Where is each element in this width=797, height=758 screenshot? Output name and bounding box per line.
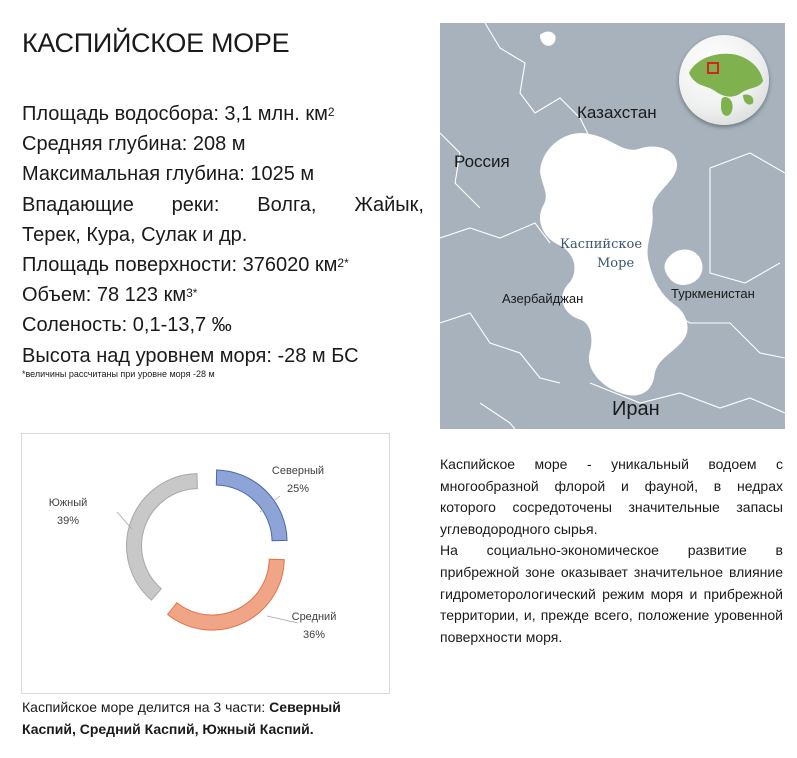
leader-line-3 xyxy=(117,512,132,529)
description-paragraph-1: Каспийское море - уникальный водоем с многообразной флорой и фауной, в недрах которого сосредоточены значительные запасы углеводородного сырья. xyxy=(440,456,783,537)
fact-rivers-line2: Терек, Кура, Сулак и др. xyxy=(22,223,248,246)
donut-slice-3 xyxy=(127,474,198,600)
slice-category-label-3: Южный xyxy=(48,497,88,509)
fact-volume: Объем: 78 123 $км^{3*}$ xyxy=(22,284,198,307)
slice-category-label-2: Средний xyxy=(291,611,337,623)
donut-slice-2 xyxy=(168,559,285,630)
slice-value-label-3: 39% xyxy=(56,515,80,527)
fact-max-depth: Максимальная глубина: 1025 м xyxy=(22,163,315,186)
fact-surface: Площадь поверхности: 376020 $км^{2*}$ xyxy=(22,254,349,277)
map-label-iran: Иран xyxy=(612,398,660,420)
globe-icon xyxy=(679,35,769,125)
footnote: *величины рассчитаны при уровне моря -28 м xyxy=(22,369,215,379)
fact-avg-depth: Средняя глубина: 208 м xyxy=(22,133,246,156)
page-title: КАСПИЙСКОЕ МОРЕ xyxy=(22,28,290,58)
map-label-caspian-line1: Каспийское xyxy=(560,237,643,252)
description xyxy=(440,454,783,648)
sea-parts-chart xyxy=(21,433,390,694)
caspian-map xyxy=(440,23,785,429)
slice-value-label-2: 36% xyxy=(302,629,326,641)
fact-altitude: Высота над уровнем моря: -28 м БС xyxy=(22,344,359,367)
chart-caption: Каспийское море делится на 3 части: Северный Каспий, Средний Каспий, Южный Каспий. xyxy=(22,699,341,737)
fact-catchment: Площадь водосбора: 3,1 млн. $км^2$ xyxy=(22,103,335,125)
map-label-russia: Россия xyxy=(454,152,510,171)
description-paragraph-2: На социально-экономическое развитие в прибрежной зоне оказывает значительное влияние гидрометорологический режим моря и прибрежной территории, и, прежде всего, положение уровенной поверхности моря. xyxy=(440,542,783,645)
slice-category-label-1: Северный xyxy=(271,465,325,477)
map-label-kazakhstan: Казахстан xyxy=(577,103,657,122)
map-label-azerbaijan: Азербайджан xyxy=(502,291,584,306)
map-label-turkmenistan: Туркменистан xyxy=(671,286,755,301)
fact-rivers-line1: Впадающие реки: Волга, Жайык, xyxy=(22,193,424,216)
fact-salinity: Соленость: 0,1-13,7 ‰ xyxy=(22,314,232,337)
facts-list xyxy=(22,99,424,371)
map-label-caspian-line2: Море xyxy=(597,256,635,271)
donut-chart xyxy=(22,434,389,693)
donut-slice-1 xyxy=(216,470,287,541)
slice-value-label-1: 25% xyxy=(286,483,310,495)
globe-continents xyxy=(679,35,769,125)
